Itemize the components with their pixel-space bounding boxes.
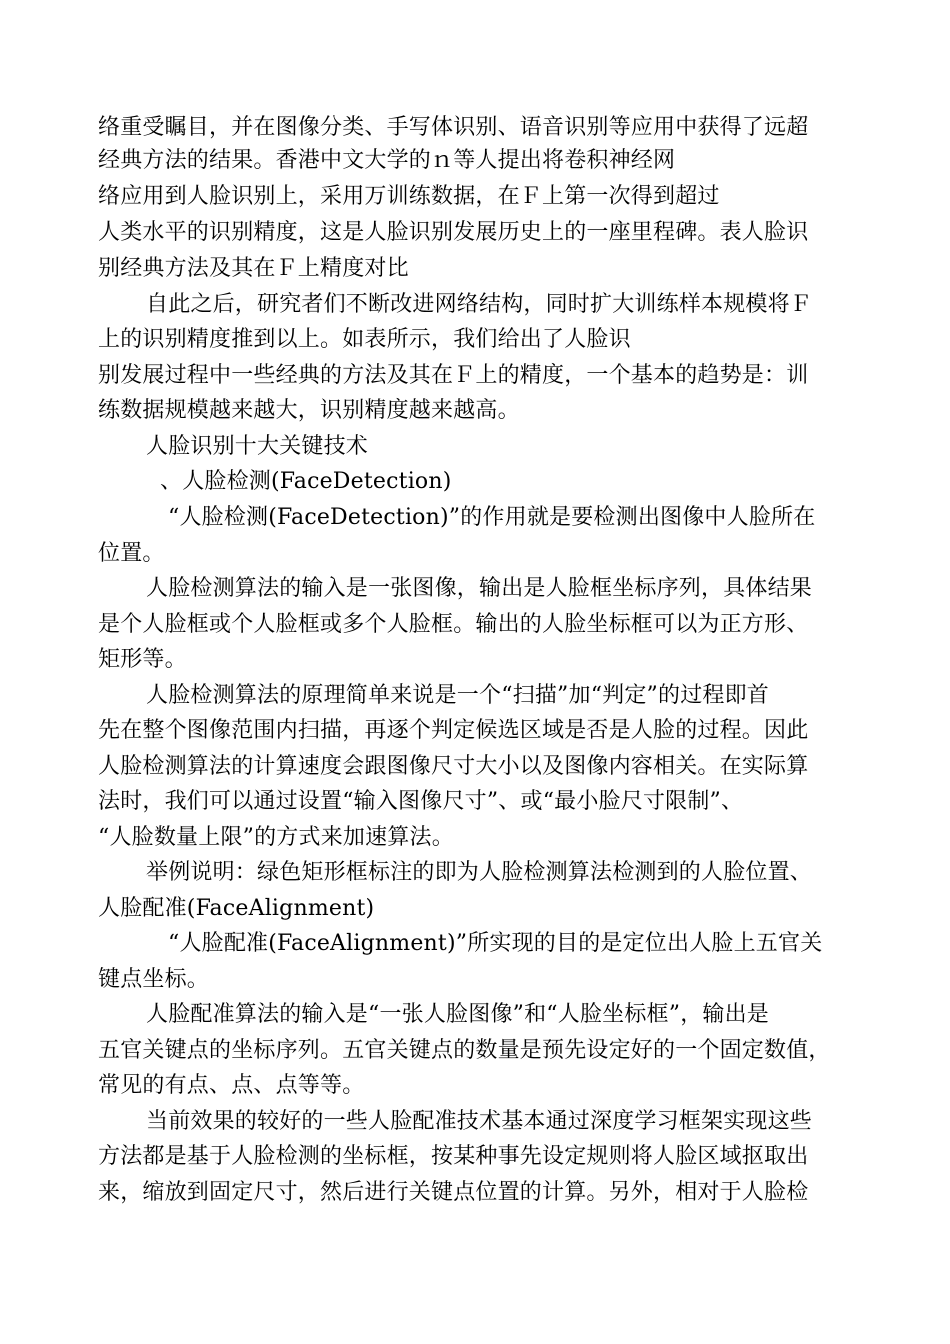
text-line: 人脸配准算法的输入是“一张人脸图像”和“人脸坐标框”，输出是 [146, 1002, 769, 1027]
text-line: 练数据规模越来越大，识别精度越来越高。 [98, 398, 520, 423]
text-line: 是个人脸框或个人脸框或多个人脸框。输出的人脸坐标框可以为正方形、 [98, 612, 809, 637]
text-line: 法时，我们可以通过设置“输入图像尺寸”、或“最小脸尺寸限制”、 [98, 789, 744, 814]
subsection-heading: 、人脸检测(FaceDetection) [160, 469, 452, 494]
text-line: 上的识别精度推到以上。如表所示，我们给出了人脸识 [98, 327, 631, 352]
text-line: 来，缩放到固定尺寸，然后进行关键点位置的计算。另外，相对于人脸检 [98, 1180, 809, 1205]
text-line: 人脸检测算法的计算速度会跟图像尺寸大小以及图像内容相关。在实际算 [98, 754, 809, 779]
text-line: 经典方法的结果。香港中文大学的ｎ等人提出将卷积神经网 [98, 148, 676, 173]
text-line: 别发展过程中一些经典的方法及其在Ｆ上的精度，一个基本的趋势是：训 [98, 363, 809, 388]
text-line: 先在整个图像范围内扫描，再逐个判定候选区域是否是人脸的过程。因此 [98, 718, 809, 743]
text-line: 举例说明：绿色矩形框标注的即为人脸检测算法检测到的人脸位置、 [146, 860, 813, 885]
text-line: “人脸配准(FaceAlignment)”所实现的目的是定位出人脸上五官关 [168, 931, 823, 956]
text-line: 键点坐标。 [98, 967, 210, 992]
subsection-heading: 人脸配准(FaceAlignment) [98, 896, 375, 921]
text-line: “人脸检测(FaceDetection)”的作用就是要检测出图像中人脸所在 [168, 505, 816, 530]
text-line: 自此之后，研究者们不断改进网络结构，同时扩大训练样本规模将Ｆ [146, 292, 813, 317]
text-line: 络应用到人脸识别上，采用万训练数据，在Ｆ上第一次得到超过 [98, 184, 720, 209]
text-line: 人脸检测算法的输入是一张图像，输出是人脸框坐标序列，具体结果 [146, 576, 813, 601]
text-line: 当前效果的较好的一些人脸配准技术基本通过深度学习框架实现这些 [146, 1109, 813, 1134]
text-line: 位置。 [98, 541, 165, 566]
text-line: 方法都是基于人脸检测的坐标框，按某种事先设定规则将人脸区域抠取出 [98, 1144, 809, 1169]
text-line: 别经典方法及其在Ｆ上精度对比 [98, 256, 409, 281]
text-line: 人类水平的识别精度，这是人脸识别发展历史上的一座里程碑。表人脸识 [98, 220, 809, 245]
text-line: 络重受瞩目，并在图像分类、手写体识别、语音识别等应用中获得了远超 [98, 115, 809, 140]
text-line: 常见的有点、点、点等等。 [98, 1073, 365, 1098]
section-heading: 人脸识别十大关键技术 [146, 434, 369, 459]
text-line: 五官关键点的坐标序列。五官关键点的数量是预先设定好的一个固定数值， [98, 1038, 831, 1063]
text-line: 人脸检测算法的原理简单来说是一个“扫描”加“判定”的过程即首 [146, 683, 769, 708]
text-line: 矩形等。 [98, 647, 187, 672]
text-line: “人脸数量上限”的方式来加速算法。 [98, 825, 454, 850]
